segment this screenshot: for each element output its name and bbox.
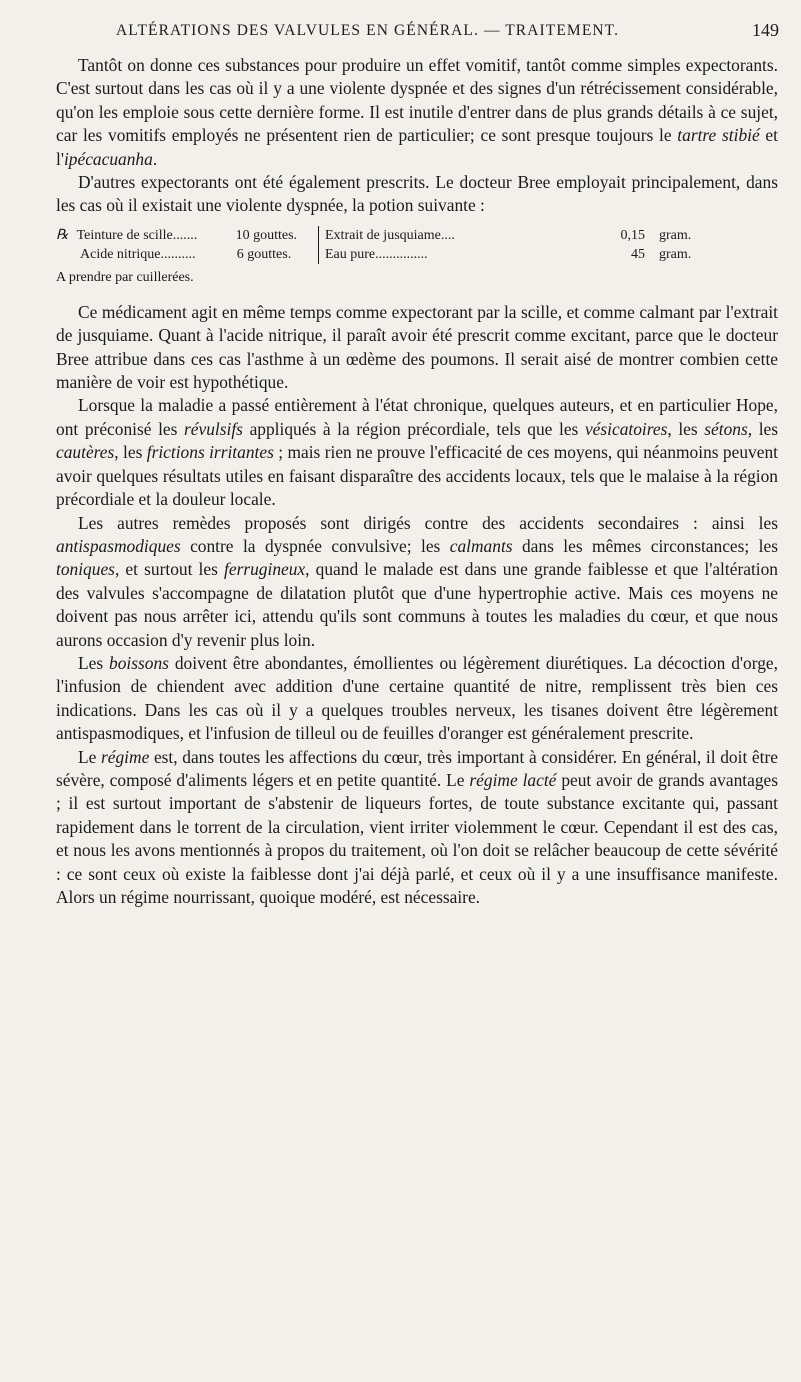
text-run: est, dans toutes les affections du cœur, très important à considérer. En général, il doit être sévère, composé d'aliments légers et en petite quantité. Le (56, 746, 778, 790)
prescription-line (325, 226, 691, 245)
prescription-instruction: A prendre par cuillerées. (56, 269, 194, 285)
paragraph-2: D'autres expectorants ont été également prescrits. Le docteur Bree employait principalement, dans les cas où il existait une violente dyspnée, la potion suivante : (56, 172, 778, 216)
paragraph-5 (56, 512, 778, 652)
prescription-left-column (56, 226, 318, 264)
text-run: contre la dyspnée convulsive; les (180, 535, 450, 556)
ingredient-name: Teinture de scille....... (76, 227, 198, 243)
text-run: , les (747, 418, 779, 439)
page-number: 149 (752, 20, 779, 40)
body-text (56, 54, 778, 909)
text-run: , et surtout les (114, 559, 225, 580)
text-run: Le (78, 746, 101, 767)
prescription-right-column (318, 226, 691, 264)
ingredient-unit: gram. (659, 246, 692, 262)
text-run: , quand le malade est dans une grande faiblesse et que l'altération des valvules s'accompagne de dilatation plutôt que d'une hypertrophie active. Mais ces moyens ne doivent pas nous arrêter ici, attendu qu'ils sont communs à toutes les maladies du cœur, et que nous aurons occasion d'y revenir plus loin. (56, 559, 779, 650)
ingredient-quantity: 6 gouttes. (236, 246, 292, 262)
text-run: dans les mêmes circonstances; les (512, 535, 779, 556)
text-run: appliqués à la région précordiale, tels que les (242, 418, 585, 439)
italic-term: sétons (704, 418, 748, 439)
prescription-formula (56, 226, 756, 264)
ingredient-quantity: 10 gouttes. (235, 227, 298, 243)
italic-term: ipécacuanha (63, 148, 153, 169)
italic-term: cautères (56, 442, 115, 463)
paragraph-7 (56, 746, 778, 910)
italic-term: tartre stibié (677, 125, 760, 146)
text-run: doivent être abondantes, émollientes ou légèrement diurétiques. La décoction d'orge, l'infusion de chiendent avec addition d'une certaine quantité de nitre, remplissent très bien ces indications. Dans les cas où il y a quelques troubles nerveux, les tisanes doivent être légèrement antispasmodiques, et l'infusion de tilleul ou de feuilles d'oranger est généralement prescrite. (56, 652, 778, 744)
prescription-line (56, 245, 318, 264)
italic-term: vésicatoires (584, 418, 668, 439)
text-run: , les (667, 418, 705, 439)
italic-term: calmants (449, 535, 513, 556)
italic-term: antispasmodiques (56, 535, 181, 556)
text-run: et l' (56, 125, 778, 169)
italic-term: régime lacté (469, 769, 557, 790)
text-run: Lorsque la maladie a passé entièrement à l'état chronique, quelques auteurs, et en particulier Hope, ont préconisé les (56, 395, 778, 439)
italic-term: ferrugineux (224, 559, 306, 580)
text-run: Les autres remèdes proposés sont dirigés contre des accidents secondaires : ainsi les (78, 512, 778, 533)
italic-term: toniques (56, 559, 115, 580)
paragraph-4 (56, 394, 778, 511)
ingredient-unit: gram. (659, 227, 692, 243)
ingredient-name: Extrait de jusquiame.... (325, 227, 455, 243)
text-run: . (152, 148, 158, 169)
text-run: Tantôt on donne ces substances pour produire un effet vomitif, tantôt comme simples expectorants. C'est surtout dans les cas où il y a une violente dyspnée et des signes d'un rétrécissement considérable, qu'on les emploie sous cette dernière forme. Il est inutile d'entrer dans de plus grands détails à ce sujet, car les vomitifs employés ne présentent rien de particulier; ce sont presque toujours le (56, 55, 778, 146)
recipe-symbol: ℞ (56, 227, 69, 243)
page-header (56, 20, 783, 50)
paragraph-3: Ce médicament agit en même temps comme expectorant par la scille, et comme calmant par l'extrait de jusquiame. Quant à l'acide nitrique, il paraît avoir été prescrit comme excitant, parce que le docteur Bree attribue dans ces cas l'asthme à un œdème des poumons. Il serait aisé de montrer combien cette manière de voir est hypothétique. (56, 301, 778, 393)
paragraph-1 (56, 54, 778, 171)
ingredient-name: Eau pure............... (325, 246, 428, 262)
running-head: ALTÉRATIONS DES VALVULES EN GÉNÉRAL. — TRAITEMENT. (116, 22, 620, 39)
text-run: peut avoir de grands avantages ; il est surtout important de s'abstenir de liqueurs fortes, de toute substance excitante qui, passant rapidement dans le torrent de la circulation, vient irriter violemment le cœur. Cependant il est des cas, et nous les avons mentionnés à propos du traitement, où l'on doit se relâcher beaucoup de cette sévérité : ce sont ceux où existe la faiblesse dont j'ai déjà parlé, et ceux où il y a une insuffisance manifeste. Alors un régime nourrissant, quoique modéré, est nécessaire. (56, 769, 778, 907)
text-run: Les (78, 652, 110, 673)
italic-term: boissons (109, 652, 169, 673)
text-run: , les (114, 442, 147, 463)
prescription-line (325, 245, 691, 264)
ingredient-name: Acide nitrique.......... (80, 246, 196, 262)
ingredient-quantity: 45 (631, 246, 645, 262)
text-run: ; mais rien ne prouve l'efficacité de ces moyens, qui néanmoins peuvent avoir quelques résultats utiles en faisant disparaître des accidents locaux, tels que le malaise à la région précordiale et la douleur locale. (56, 442, 778, 510)
ingredient-quantity: 0,15 (620, 227, 645, 243)
italic-term: révulsifs (184, 418, 243, 439)
paragraph-6 (56, 652, 778, 746)
prescription-line (56, 226, 318, 245)
italic-term: régime (101, 746, 150, 767)
italic-term: frictions irritantes (146, 442, 274, 463)
